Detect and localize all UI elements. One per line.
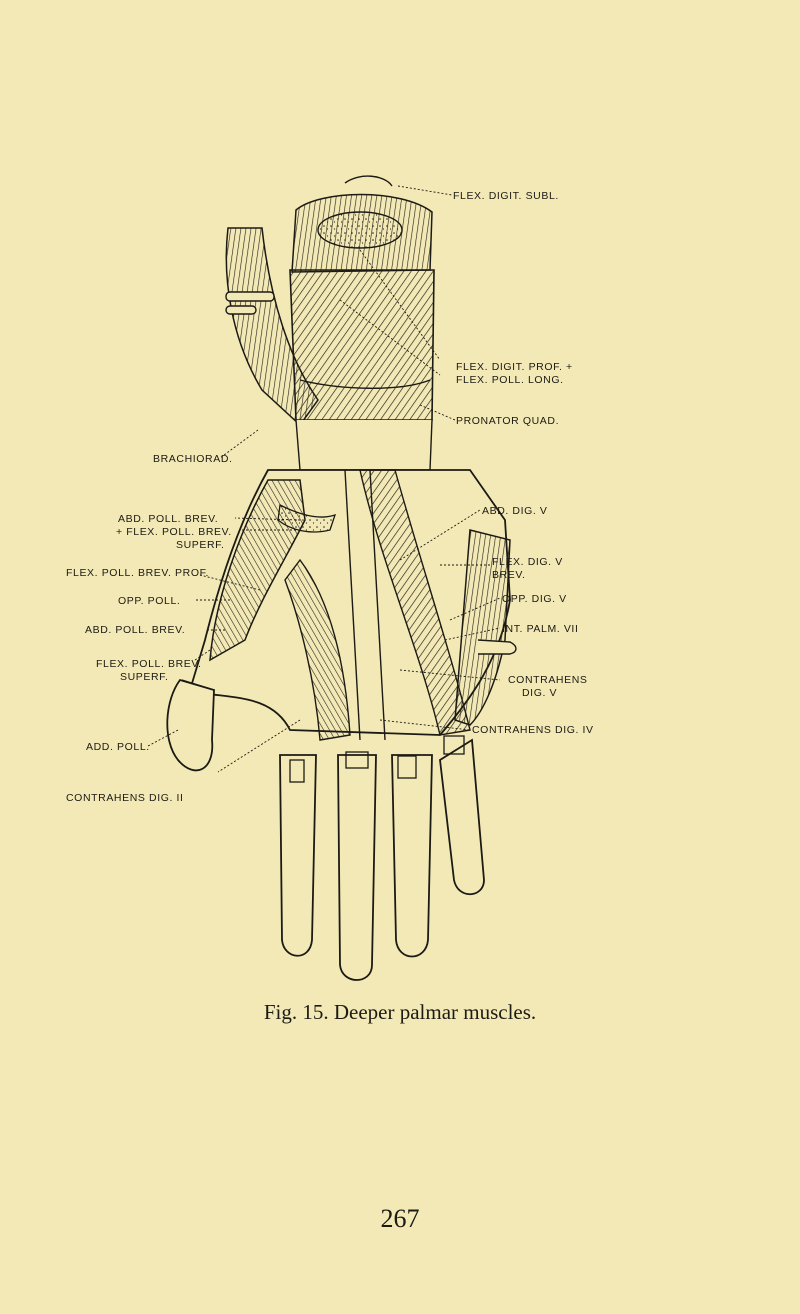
label-flex-poll-brev-superf-1: + FLEX. POLL. BREV. — [116, 526, 232, 538]
figure-caption: Fig. 15. Deeper palmar muscles. — [263, 1000, 537, 1024]
label-flex-poll-brev-superf-2: SUPERF. — [176, 539, 225, 551]
label-contrahens-dig-ii: CONTRAHENS DIG. II — [66, 792, 184, 804]
label-add-poll: ADD. POLL. — [86, 741, 150, 753]
label-flex-poll-brev-prof: FLEX. POLL. BREV. PROF. — [66, 567, 209, 579]
label-flex-poll-brev-2-2: SUPERF. — [120, 671, 169, 683]
thumb — [167, 680, 214, 770]
label-int-palm-vii: INT. PALM. VII — [502, 623, 579, 635]
forearm-block — [290, 270, 434, 470]
palm — [190, 470, 516, 740]
label-abd-poll-brev-2: ABD. POLL. BREV. — [85, 624, 186, 636]
label-abd-poll-brev: ABD. POLL. BREV. — [118, 513, 219, 525]
label-flex-dig-v-brev-1: FLEX. DIG. V — [492, 556, 563, 568]
label-abd-dig-v: ABD. DIG. V — [482, 505, 548, 517]
fingers — [280, 736, 484, 980]
cut-tendons — [292, 176, 432, 272]
label-opp-poll: OPP. POLL. — [118, 595, 181, 607]
label-flex-poll-long: FLEX. POLL. LONG. — [456, 374, 564, 386]
label-flex-digit-subl: FLEX. DIGIT. SUBL. — [453, 190, 559, 202]
label-flex-digit-prof: FLEX. DIGIT. PROF. + — [456, 361, 573, 373]
label-contrahens-dig-iv: CONTRAHENS DIG. IV — [472, 724, 594, 736]
label-flex-dig-v-brev-2: BREV. — [492, 569, 526, 581]
label-opp-dig-v: OPP. DIG. V — [502, 593, 567, 605]
label-brachiorad: BRACHIORAD. — [153, 453, 233, 465]
label-contrahens-dig-v-2: DIG. V — [522, 687, 558, 699]
label-contrahens-dig-v-1: CONTRAHENS — [508, 674, 588, 686]
label-flex-poll-brev-2-1: FLEX. POLL. BREV. — [96, 658, 202, 670]
label-pronator-quad: PRONATOR QUAD. — [456, 415, 560, 427]
page-number: 267 — [380, 1204, 420, 1233]
